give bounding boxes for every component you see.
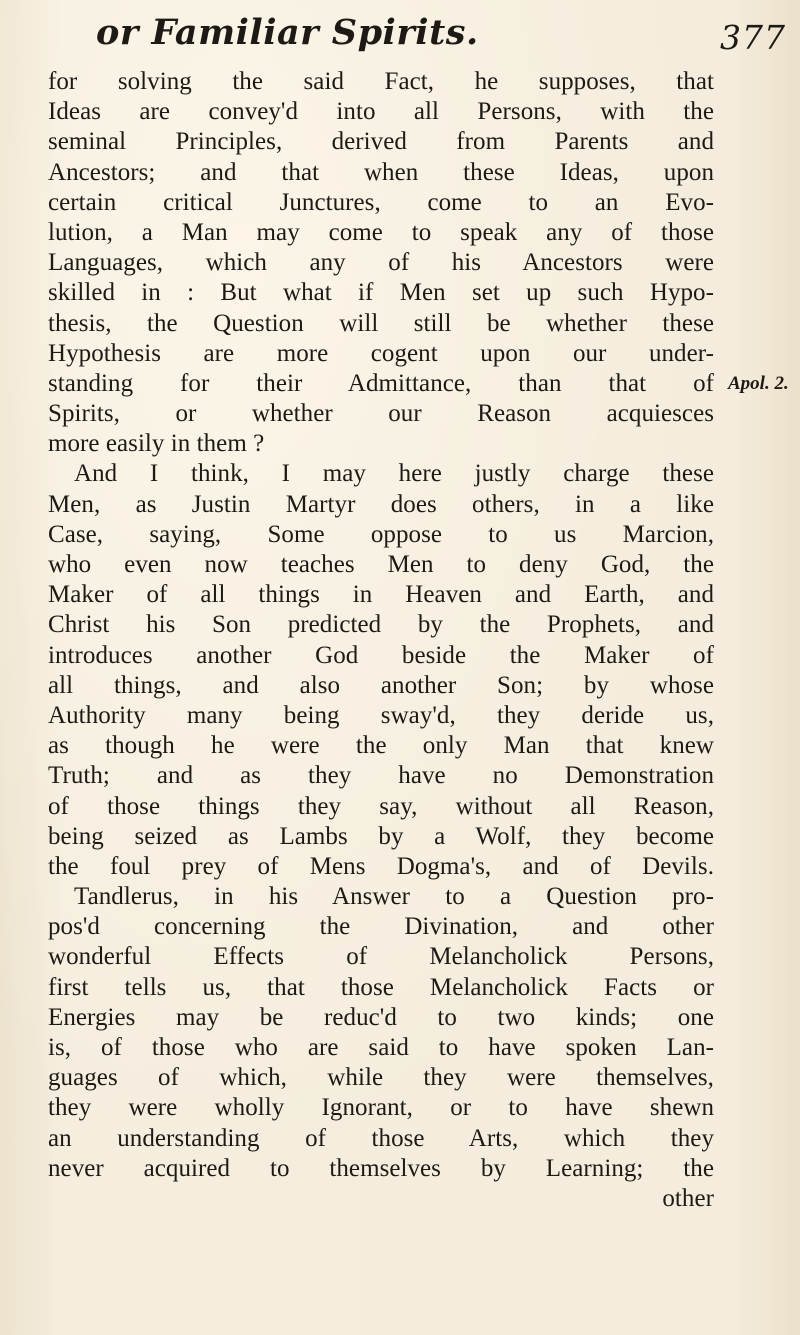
text-line: guages of which, while they were themselves, — [48, 1064, 714, 1092]
text-line: being seized as Lambs by a Wolf, they become — [48, 822, 714, 850]
margin-citation: Apol. 2. — [728, 373, 789, 394]
text-line: is, of those who are said to have spoken Lan- — [48, 1034, 714, 1061]
catchword: other — [662, 1184, 714, 1212]
text-line: Languages, which any of his Ancestors were — [48, 249, 714, 277]
text-line: all things, and also another Son; by whose — [48, 671, 714, 699]
text-line: standing for their Admittance, than that of — [48, 369, 714, 397]
text-line: Case, saying, Some oppose to us Marcion, — [48, 520, 714, 548]
text-line: an understanding of those Arts, which they — [48, 1124, 714, 1152]
text-line: Men, as Justin Martyr does others, in a like — [48, 490, 714, 518]
text-line: seminal Principles, derived from Parents and — [48, 128, 714, 156]
text-line: more easily in them ? — [48, 430, 265, 458]
text-line: And I think, I may here justly charge these — [74, 460, 714, 488]
text-line: lution, a Man may come to speak any of those — [48, 218, 714, 246]
text-line: pos'd concerning the Divination, and other — [48, 913, 714, 941]
text-line: never acquired to themselves by Learning; the — [48, 1154, 714, 1182]
text-line: for solving the said Fact, he supposes, that — [48, 68, 714, 95]
text-line: of those things they say, without all Reason, — [48, 792, 714, 820]
text-line: they were wholly Ignorant, or to have shewn — [48, 1094, 714, 1122]
text-line: Christ his Son predicted by the Prophets, and — [48, 611, 714, 639]
text-line: Authority many being sway'd, they deride us, — [48, 701, 714, 729]
text-line: Energies may be reduc'd to two kinds; one — [48, 1003, 714, 1031]
text-line: certain critical Junctures, come to an Evo- — [48, 188, 714, 216]
body-text — [48, 67, 714, 1214]
text-line: wonderful Effects of Melancholick Persons, — [48, 943, 714, 971]
text-line: Ancestors; and that when these Ideas, upon — [48, 158, 714, 186]
page-number: 377 — [720, 18, 786, 57]
text-line: as though he were the only Man that knew — [48, 732, 714, 760]
running-header — [0, 4, 800, 64]
text-line: first tells us, that those Melancholick Facts or — [48, 973, 714, 1001]
text-line: Truth; and as they have no Demonstration — [48, 762, 714, 790]
text-line: Ideas are convey'd into all Persons, with the — [48, 98, 714, 126]
text-line: the foul prey of Mens Dogma's, and of Devils. — [48, 852, 714, 880]
text-line: skilled in : But what if Men set up such Hypo- — [48, 279, 714, 307]
text-line: Tandlerus, in his Answer to a Question pro- — [74, 883, 714, 911]
text-line: thesis, the Question will still be whether these — [48, 309, 714, 337]
running-title: or Familiar Spirits. — [96, 12, 479, 53]
text-line: Spirits, or whether our Reason acquiesces — [48, 400, 714, 428]
text-line: introduces another God beside the Maker of — [48, 641, 714, 669]
text-line: Maker of all things in Heaven and Earth, and — [48, 581, 714, 609]
text-line: Hypothesis are more cogent upon our under- — [48, 339, 714, 367]
text-line: who even now teaches Men to deny God, the — [48, 551, 714, 578]
